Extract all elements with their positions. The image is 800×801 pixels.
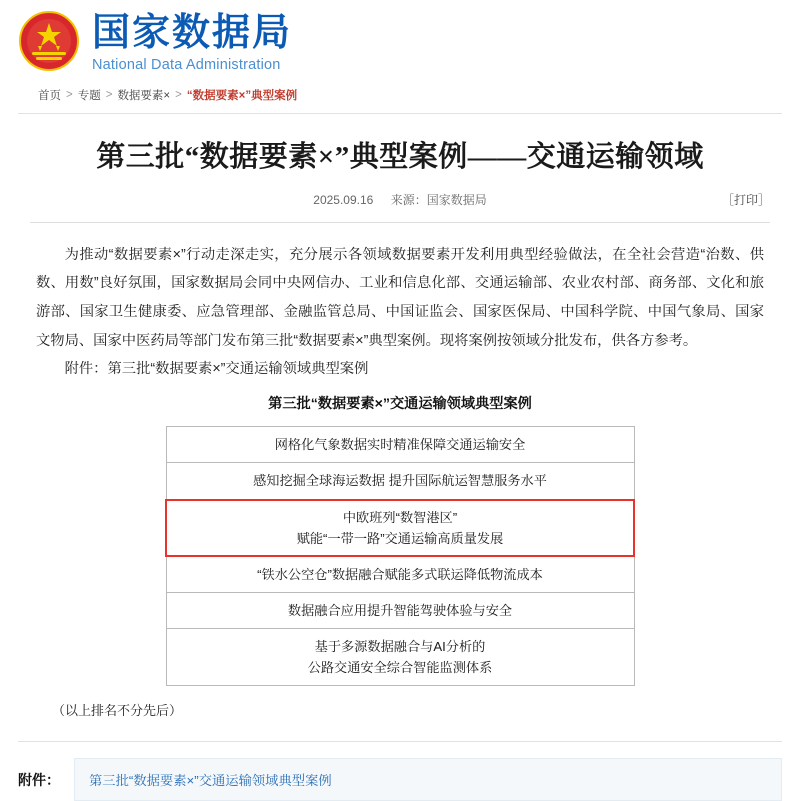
breadcrumb-item-data-element[interactable]: 数据要素× <box>117 89 171 102</box>
case-table-title: 第三批“数据要素×”交通运输领域典型案例 <box>268 395 532 412</box>
site-brand <box>92 10 292 73</box>
table-row <box>166 592 634 628</box>
case-name-2: 感知挖掘全球海运数据 提升国际航运智慧服务水平 <box>166 463 634 500</box>
meta-divider <box>30 222 770 223</box>
breadcrumb-item-current: “数据要素×”典型案例 <box>186 89 298 102</box>
attachment-label: 附件： <box>18 771 60 788</box>
table-row <box>166 556 634 593</box>
breadcrumb-separator: > <box>66 88 73 101</box>
breadcrumb-item-home[interactable]: 首页 <box>38 89 61 102</box>
header-divider <box>18 113 782 114</box>
national-emblem-icon <box>18 10 80 72</box>
brand-name-en: National Data Administration <box>92 56 281 73</box>
table-row <box>166 629 634 686</box>
page-title: 第三批“数据要素×”典型案例——交通运输领域 <box>96 140 704 173</box>
article-source: 来源：国家数据局 <box>390 192 487 207</box>
breadcrumb <box>38 87 800 103</box>
breadcrumb-item-topic[interactable]: 专题 <box>77 89 101 102</box>
case-name-6 <box>166 629 634 686</box>
case-name-3-line2: 赋能“一带一路”交通运输高质量发展 <box>296 530 504 546</box>
table-row-highlighted <box>166 500 634 556</box>
attachment-link[interactable]: 第三批“数据要素×”交通运输领域典型案例 <box>89 773 332 789</box>
article-paragraph-1: 为推动“数据要素×”行动走深走实，充分展示各领域数据要素开发利用典型经验做法，在全社会营造“治数、供数、用数”良好氛围，国家数据局会同中央网信办、工业和信息化部、交通运输部、农业农村部、商务部、文化和旅游部、国家卫生健康委、应急管理部、金融监管总局、中国证监会、国家医保局、中国科学院、中国气象局、国家文物局、国家中医药局等部门发布第三批“数据要素×”典型案例。现将案例按领域分批发布，供各方参考。 <box>36 246 764 349</box>
case-name-3 <box>166 500 634 556</box>
case-name-6-line1: 基于多源数据融合与AI分析的 <box>314 639 486 655</box>
site-header <box>0 0 800 73</box>
case-name-5: 数据融合应用提升智能驾驶体验与安全 <box>166 592 634 628</box>
case-table <box>165 426 635 686</box>
breadcrumb-separator: > <box>105 88 113 101</box>
article-paragraph-2: 附件：第三批“数据要素×”交通运输领域典型案例 <box>64 361 369 378</box>
brand-name-cn: 国家数据局 <box>92 12 293 54</box>
case-name-3-line1: 中欧班列“数智港区” <box>342 509 458 525</box>
case-name-1: 网格化气象数据实时精准保障交通运输安全 <box>166 427 634 463</box>
table-row <box>166 427 634 463</box>
case-name-6-line2: 公路交通安全综合智能监测体系 <box>307 660 493 676</box>
publish-date: 2025.09.16 <box>313 192 374 207</box>
print-button[interactable]: ［打印］ <box>721 192 770 207</box>
table-footnote: （以上排名不分先后） <box>52 703 183 719</box>
article-meta <box>0 191 800 208</box>
table-row <box>166 463 634 500</box>
attachment-box <box>74 758 782 801</box>
attachment-section <box>18 758 800 801</box>
article-body <box>36 241 764 686</box>
attachment-divider <box>18 741 782 742</box>
case-name-4: “铁水公空仓”数据融合赋能多式联运降低物流成本 <box>166 556 634 593</box>
breadcrumb-separator: > <box>175 88 182 101</box>
